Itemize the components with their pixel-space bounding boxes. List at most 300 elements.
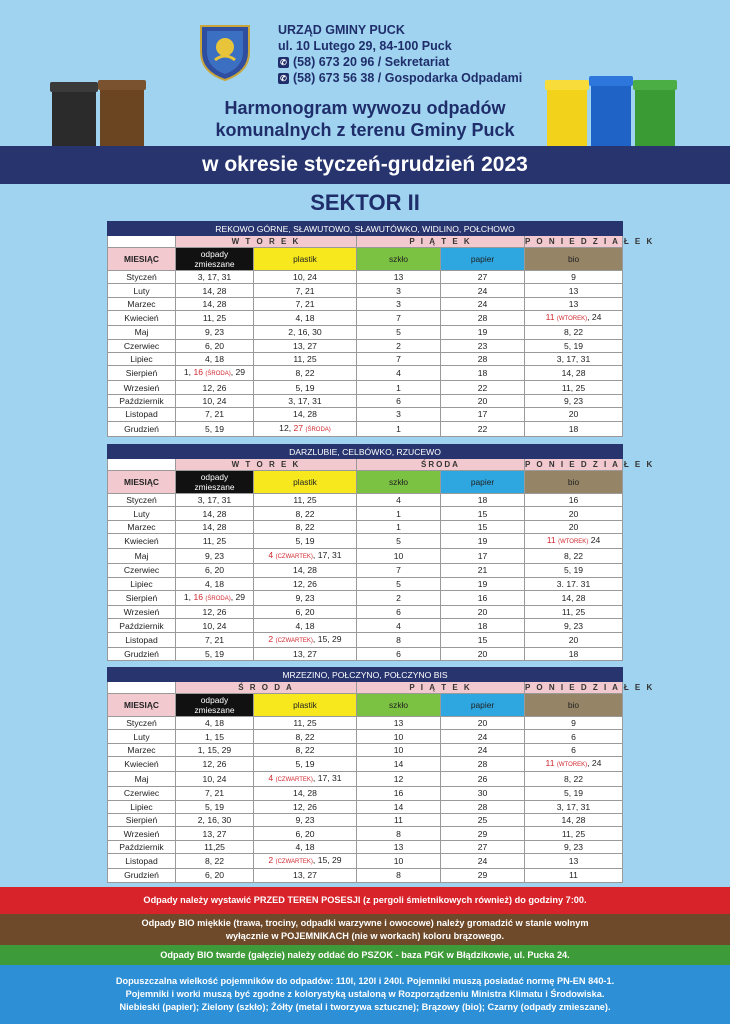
mixed-cell: 1, 16 (ŚRODA), 29: [176, 366, 254, 381]
paper-cell: 22: [441, 421, 525, 436]
mixed-cell: 7, 21: [176, 632, 254, 647]
month-cell: Wrzesień: [108, 381, 176, 394]
day-mid: P I Ą T E K: [357, 682, 525, 694]
glass-cell: 5: [357, 577, 441, 590]
plastic-cell: 10, 24: [254, 271, 357, 284]
glass-cell: 5: [357, 326, 441, 339]
document-title: [0, 97, 730, 141]
paper-cell: 18: [441, 494, 525, 507]
paper-cell: 21: [441, 564, 525, 577]
glass-cell: 10: [357, 549, 441, 564]
table-row: [108, 787, 623, 800]
notice-red: [0, 887, 730, 914]
mixed-cell: 4, 18: [176, 577, 254, 590]
glass-cell: 4: [357, 366, 441, 381]
mixed-cell: 12, 26: [176, 605, 254, 618]
table-row: [108, 297, 623, 310]
glass-cell: 6: [357, 647, 441, 660]
plastic-cell: 12, 27 (ŚRODA): [254, 421, 357, 436]
glass-cell: 4: [357, 494, 441, 507]
table-row: [108, 619, 623, 632]
bio-cell: 5, 19: [525, 787, 623, 800]
glass-cell: 8: [357, 869, 441, 882]
bio-cell: 8, 22: [525, 772, 623, 787]
bio-header: bio: [525, 248, 623, 271]
month-cell: Październik: [108, 394, 176, 407]
glass-cell: 10: [357, 743, 441, 756]
gmina-puck-crest: [197, 22, 253, 82]
paper-cell: 23: [441, 339, 525, 352]
month-cell: Grudzień: [108, 647, 176, 660]
month-cell: Październik: [108, 619, 176, 632]
paper-cell: 19: [441, 577, 525, 590]
glass-cell: 7: [357, 564, 441, 577]
paper-cell: 24: [441, 730, 525, 743]
glass-cell: 14: [357, 800, 441, 813]
table-row: [108, 534, 623, 549]
mixed-cell: 9, 23: [176, 326, 254, 339]
day-mid: P I Ą T E K: [357, 236, 525, 248]
table-row: [108, 772, 623, 787]
mixed-cell: 12, 26: [176, 381, 254, 394]
paper-header: papier: [441, 694, 525, 717]
table-row: [108, 339, 623, 352]
day-mid: ŚRODA: [357, 459, 525, 471]
plastic-cell: 11, 25: [254, 352, 357, 365]
table-row: [108, 605, 623, 618]
paper-cell: 29: [441, 827, 525, 840]
month-cell: Lipiec: [108, 352, 176, 365]
mixed-cell: 13, 27: [176, 827, 254, 840]
plastic-cell: 2, 16, 30: [254, 326, 357, 339]
mixed-cell: 3, 17, 31: [176, 271, 254, 284]
month-cell: Czerwiec: [108, 787, 176, 800]
month-cell: Luty: [108, 507, 176, 520]
bio-cell: 11 (WTOREK), 24: [525, 311, 623, 326]
paper-cell: 15: [441, 507, 525, 520]
mixed-cell: 3, 17, 31: [176, 494, 254, 507]
table-row: [108, 590, 623, 605]
mixed-header: odpady zmieszane: [176, 694, 254, 717]
paper-cell: 28: [441, 800, 525, 813]
paper-cell: 24: [441, 743, 525, 756]
phone-icon: ✆: [278, 57, 289, 68]
glass-cell: 1: [357, 507, 441, 520]
title-line-2: komunalnych z terenu Gminy Puck: [215, 120, 515, 140]
glass-cell: 3: [357, 297, 441, 310]
plastic-cell: 12, 26: [254, 800, 357, 813]
notice-red-text: Odpady należy wystawić PRZED TEREN POSESJI (z pergoli śmietnikowych również) do godziny 7:00.: [143, 895, 587, 905]
bio-cell: 9: [525, 717, 623, 730]
month-cell: Kwiecień: [108, 311, 176, 326]
plastic-cell: 12, 26: [254, 577, 357, 590]
paper-cell: 22: [441, 381, 525, 394]
table-row: [108, 743, 623, 756]
glass-cell: 3: [357, 408, 441, 421]
paper-cell: 20: [441, 605, 525, 618]
paper-cell: 30: [441, 787, 525, 800]
mixed-cell: 11, 25: [176, 534, 254, 549]
bio-cell: 11 (WTOREK) 24: [525, 534, 623, 549]
phone-waste: (58) 673 56 38 / Gospodarka Odpadami: [293, 71, 523, 85]
glass-header: szkło: [357, 471, 441, 494]
paper-cell: 27: [441, 840, 525, 853]
bio-cell: 18: [525, 647, 623, 660]
plastic-cell: 13, 27: [254, 339, 357, 352]
mixed-cell: 10, 24: [176, 394, 254, 407]
month-cell: Maj: [108, 772, 176, 787]
bio-cell: 14, 28: [525, 813, 623, 826]
notice-blue-line-1: Dopuszczalna wielkość pojemników do odpadów: 110l, 120l i 240l. Pojemniki muszą posiadać normę PN-EN 840-1.: [115, 976, 615, 986]
plastic-cell: 8, 22: [254, 366, 357, 381]
paper-cell: 28: [441, 311, 525, 326]
plastic-cell: 8, 22: [254, 507, 357, 520]
plastic-cell: 4 (CZWARTEK), 17, 31: [254, 549, 357, 564]
plastic-cell: 11, 25: [254, 717, 357, 730]
notice-brown: [0, 914, 730, 945]
plastic-header: plastik: [254, 248, 357, 271]
table-row: [108, 408, 623, 421]
day-left: Ś R O D A: [176, 682, 357, 694]
schedule-table: [107, 221, 655, 437]
bio-cell: 8, 22: [525, 549, 623, 564]
location-header: DARZLUBIE, CELBÓWKO, RZUCEWO: [108, 445, 623, 459]
office-contact: [278, 22, 522, 86]
paper-cell: 24: [441, 297, 525, 310]
table-row: [108, 366, 623, 381]
month-cell: Czerwiec: [108, 564, 176, 577]
plastic-cell: 8, 22: [254, 730, 357, 743]
table-row: [108, 494, 623, 507]
plastic-cell: 4, 18: [254, 840, 357, 853]
table-row: [108, 326, 623, 339]
mixed-cell: 10, 24: [176, 772, 254, 787]
mixed-cell: 11,25: [176, 840, 254, 853]
paper-header: papier: [441, 471, 525, 494]
bio-cell: 11, 25: [525, 827, 623, 840]
table-row: [108, 800, 623, 813]
schedule-table: [107, 444, 655, 661]
table-row: [108, 854, 623, 869]
table-row: [108, 564, 623, 577]
glass-cell: 6: [357, 605, 441, 618]
notice-green: [0, 945, 730, 965]
bio-cell: 3, 17, 31: [525, 800, 623, 813]
bio-cell: 18: [525, 421, 623, 436]
glass-cell: 13: [357, 717, 441, 730]
glass-cell: 1: [357, 520, 441, 533]
day-right: P O N I E D Z I A Ł E K: [525, 237, 655, 246]
day-right: P O N I E D Z I A Ł E K: [525, 460, 655, 469]
plastic-cell: 4 (CZWARTEK), 17, 31: [254, 772, 357, 787]
period-banner: w okresie styczeń-grudzień 2023: [0, 146, 730, 184]
bio-cell: 3, 17, 31: [525, 352, 623, 365]
mixed-cell: 14, 28: [176, 297, 254, 310]
paper-cell: 24: [441, 284, 525, 297]
table-row: [108, 394, 623, 407]
glass-cell: 1: [357, 381, 441, 394]
month-cell: Listopad: [108, 632, 176, 647]
glass-cell: 13: [357, 840, 441, 853]
paper-cell: 28: [441, 352, 525, 365]
bio-cell: 13: [525, 854, 623, 869]
glass-header: szkło: [357, 694, 441, 717]
paper-cell: 17: [441, 549, 525, 564]
month-cell: Sierpień: [108, 366, 176, 381]
mixed-cell: 9, 23: [176, 549, 254, 564]
plastic-header: plastik: [254, 694, 357, 717]
bio-cell: 11 (WTOREK), 24: [525, 757, 623, 772]
plastic-cell: 5, 19: [254, 381, 357, 394]
plastic-cell: 8, 22: [254, 743, 357, 756]
plastic-cell: 2 (CZWARTEK), 15, 29: [254, 632, 357, 647]
bio-cell: 16: [525, 494, 623, 507]
paper-cell: 25: [441, 813, 525, 826]
month-cell: Listopad: [108, 854, 176, 869]
month-cell: Listopad: [108, 408, 176, 421]
day-left: W T O R E K: [176, 459, 357, 471]
notice-blue-line-2: Pojemniki i worki muszą być zgodne z kolorystyką ustaloną w Rozporządzeniu Ministra Klimatu i Środowiska.: [125, 989, 605, 999]
month-cell: Grudzień: [108, 421, 176, 436]
phone-icon: ✆: [278, 73, 289, 84]
glass-cell: 16: [357, 787, 441, 800]
paper-cell: 24: [441, 854, 525, 869]
month-cell: Lipiec: [108, 800, 176, 813]
plastic-cell: 9, 23: [254, 590, 357, 605]
plastic-cell: 14, 28: [254, 564, 357, 577]
mixed-cell: 14, 28: [176, 520, 254, 533]
mixed-cell: 6, 20: [176, 869, 254, 882]
glass-cell: 10: [357, 854, 441, 869]
glass-cell: 8: [357, 632, 441, 647]
plastic-cell: 14, 28: [254, 787, 357, 800]
table-row: [108, 311, 623, 326]
month-cell: Styczeń: [108, 717, 176, 730]
plastic-cell: 14, 28: [254, 408, 357, 421]
mixed-header: odpady zmieszane: [176, 471, 254, 494]
mixed-cell: 14, 28: [176, 507, 254, 520]
mixed-cell: 8, 22: [176, 854, 254, 869]
month-cell: Kwiecień: [108, 534, 176, 549]
glass-cell: 2: [357, 590, 441, 605]
mixed-cell: 5, 19: [176, 421, 254, 436]
sector-title: SEKTOR II: [310, 190, 420, 215]
bio-cell: 9, 23: [525, 840, 623, 853]
bio-cell: 5, 19: [525, 339, 623, 352]
bio-cell: 14, 28: [525, 590, 623, 605]
table-row: [108, 840, 623, 853]
glass-header: szkło: [357, 248, 441, 271]
table-row: [108, 717, 623, 730]
table-row: [108, 507, 623, 520]
bio-cell: 6: [525, 743, 623, 756]
plastic-cell: 13, 27: [254, 869, 357, 882]
paper-cell: 18: [441, 366, 525, 381]
table-row: [108, 632, 623, 647]
mixed-cell: 10, 24: [176, 619, 254, 632]
office-address: ul. 10 Lutego 29, 84-100 Puck: [278, 39, 452, 53]
table-row: [108, 421, 623, 436]
mixed-cell: 7, 21: [176, 787, 254, 800]
month-cell: Czerwiec: [108, 339, 176, 352]
mixed-cell: 5, 19: [176, 800, 254, 813]
mixed-cell: 1, 16 (ŚRODA), 29: [176, 590, 254, 605]
glass-cell: 10: [357, 730, 441, 743]
plastic-cell: 7, 21: [254, 297, 357, 310]
table-row: [108, 549, 623, 564]
plastic-cell: 9, 23: [254, 813, 357, 826]
mixed-cell: 5, 19: [176, 647, 254, 660]
mixed-cell: 12, 26: [176, 757, 254, 772]
paper-cell: 19: [441, 534, 525, 549]
plastic-cell: 4, 18: [254, 619, 357, 632]
mixed-cell: 2, 16, 30: [176, 813, 254, 826]
bio-cell: 3. 17. 31: [525, 577, 623, 590]
month-cell: Luty: [108, 730, 176, 743]
location-header: MRZEZINO, POŁCZYNO, POŁCZYNO BIS: [108, 668, 623, 682]
month-cell: Styczeń: [108, 271, 176, 284]
bio-cell: 20: [525, 632, 623, 647]
bio-cell: 11: [525, 869, 623, 882]
table-row: [108, 577, 623, 590]
mixed-cell: 14, 28: [176, 284, 254, 297]
glass-cell: 5: [357, 534, 441, 549]
glass-cell: 2: [357, 339, 441, 352]
paper-cell: 19: [441, 326, 525, 339]
plastic-cell: 7, 21: [254, 284, 357, 297]
plastic-cell: 8, 22: [254, 520, 357, 533]
mixed-cell: 7, 21: [176, 408, 254, 421]
plastic-cell: 6, 20: [254, 827, 357, 840]
phone-secretariat: (58) 673 20 96 / Sekretariat: [293, 55, 450, 69]
bio-cell: 20: [525, 520, 623, 533]
notice-brown-line-2: wyłącznie w POJEMNIKACH (nie w workach) koloru brązowego.: [225, 930, 505, 941]
notice-blue: [0, 965, 730, 1024]
paper-cell: 27: [441, 271, 525, 284]
day-left: W T O R E K: [176, 236, 357, 248]
table-row: [108, 647, 623, 660]
bio-header: bio: [525, 694, 623, 717]
month-cell: Sierpień: [108, 813, 176, 826]
paper-cell: 20: [441, 647, 525, 660]
bio-cell: 13: [525, 297, 623, 310]
month-cell: Marzec: [108, 297, 176, 310]
bio-cell: 13: [525, 284, 623, 297]
month-cell: Maj: [108, 549, 176, 564]
glass-cell: 8: [357, 827, 441, 840]
table-row: [108, 757, 623, 772]
table-row: [108, 813, 623, 826]
plastic-cell: 11, 25: [254, 494, 357, 507]
mixed-cell: 1, 15, 29: [176, 743, 254, 756]
paper-cell: 29: [441, 869, 525, 882]
glass-cell: 7: [357, 352, 441, 365]
glass-cell: 13: [357, 271, 441, 284]
table-row: [108, 381, 623, 394]
paper-cell: 16: [441, 590, 525, 605]
bio-cell: 20: [525, 408, 623, 421]
month-header: MIESIĄC: [108, 471, 176, 494]
glass-cell: 3: [357, 284, 441, 297]
location-header: REKOWO GÓRNE, SŁAWUTOWO, SŁAWUTÓWKO, WIDLINO, POŁCHOWO: [108, 222, 623, 236]
bio-cell: 14, 28: [525, 366, 623, 381]
table-row: [108, 520, 623, 533]
notice-blue-line-3: Niebieski (papier); Zielony (szkło); Żółty (metal i tworzywa sztuczne); Brązowy (bio); Czarny (odpady zmieszane).: [119, 1002, 611, 1012]
notice-green-text: Odpady BIO twarde (gałęzie) należy oddać do PSZOK - baza PGK w Błądzikowie, ul. Pucka 24.: [160, 949, 570, 960]
plastic-cell: 2 (CZWARTEK), 15, 29: [254, 854, 357, 869]
schedule-table: [107, 667, 655, 883]
table-row: [108, 869, 623, 882]
month-cell: Kwiecień: [108, 757, 176, 772]
month-header: MIESIĄC: [108, 694, 176, 717]
paper-cell: 26: [441, 772, 525, 787]
paper-header: papier: [441, 248, 525, 271]
month-cell: Grudzień: [108, 869, 176, 882]
month-cell: Październik: [108, 840, 176, 853]
mixed-cell: 6, 20: [176, 564, 254, 577]
paper-cell: 20: [441, 394, 525, 407]
mixed-cell: 4, 18: [176, 352, 254, 365]
glass-cell: 12: [357, 772, 441, 787]
plastic-cell: 13, 27: [254, 647, 357, 660]
glass-cell: 1: [357, 421, 441, 436]
notice-brown-line-1: Odpady BIO miękkie (trawa, trociny, odpadki warzywne i owocowe) należy gromadzić w stanie wolnym: [141, 917, 589, 928]
plastic-cell: 4, 18: [254, 311, 357, 326]
mixed-cell: 6, 20: [176, 339, 254, 352]
mixed-header: odpady zmieszane: [176, 248, 254, 271]
month-cell: Styczeń: [108, 494, 176, 507]
plastic-cell: 3, 17, 31: [254, 394, 357, 407]
glass-cell: 14: [357, 757, 441, 772]
table-row: [108, 730, 623, 743]
paper-cell: 18: [441, 619, 525, 632]
table-row: [108, 271, 623, 284]
bio-cell: 6: [525, 730, 623, 743]
glass-cell: 7: [357, 311, 441, 326]
paper-cell: 20: [441, 717, 525, 730]
plastic-header: plastik: [254, 471, 357, 494]
bio-cell: 9, 23: [525, 619, 623, 632]
month-cell: Lipiec: [108, 577, 176, 590]
bio-cell: 9, 23: [525, 394, 623, 407]
plastic-cell: 6, 20: [254, 605, 357, 618]
table-row: [108, 352, 623, 365]
table-row: [108, 827, 623, 840]
month-header: MIESIĄC: [108, 248, 176, 271]
bio-cell: 11, 25: [525, 381, 623, 394]
glass-cell: 11: [357, 813, 441, 826]
title-line-1: Harmonogram wywozu odpadów: [224, 98, 506, 118]
bio-cell: 8, 22: [525, 326, 623, 339]
paper-cell: 15: [441, 632, 525, 647]
month-cell: Marzec: [108, 520, 176, 533]
month-cell: Marzec: [108, 743, 176, 756]
bio-cell: 9: [525, 271, 623, 284]
bio-cell: 20: [525, 507, 623, 520]
month-cell: Wrzesień: [108, 605, 176, 618]
paper-cell: 28: [441, 757, 525, 772]
glass-cell: 6: [357, 394, 441, 407]
table-row: [108, 284, 623, 297]
paper-cell: 15: [441, 520, 525, 533]
plastic-cell: 5, 19: [254, 757, 357, 772]
mixed-cell: 1, 15: [176, 730, 254, 743]
month-cell: Wrzesień: [108, 827, 176, 840]
mixed-cell: 4, 18: [176, 717, 254, 730]
month-cell: Maj: [108, 326, 176, 339]
office-name: URZĄD GMINY PUCK: [278, 23, 405, 37]
mixed-cell: 11, 25: [176, 311, 254, 326]
